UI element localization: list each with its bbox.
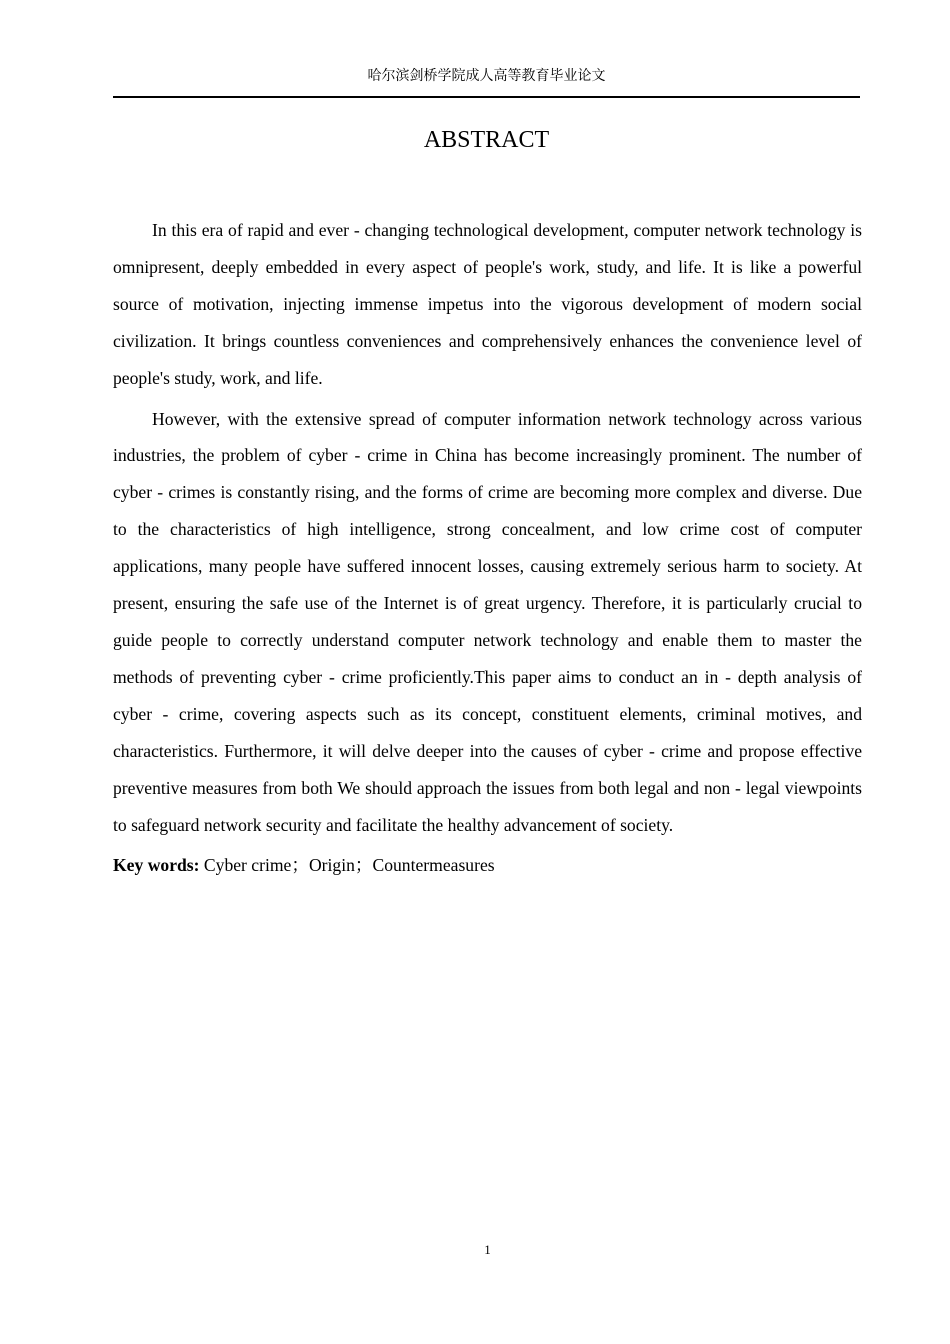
abstract-paragraph-1: In this era of rapid and ever - changing technological development, computer network technology is omnipresent, deeply embedded in every aspect of people's work, study, and life. It is like a powerful source of motivation, injecting immense impetus into the vigorous development of modern social civilization. It brings countless conveniences and comprehensively enhances the convenience level of people's study, work, and life. <box>113 220 862 388</box>
page-header: 哈尔滨剑桥学院成人高等教育毕业论文 <box>367 68 606 84</box>
page-number: 1 <box>484 1242 491 1257</box>
keywords-line <box>113 847 862 884</box>
abstract-title: ABSTRACT <box>423 127 550 153</box>
keywords-label: Key words: <box>113 855 200 876</box>
keywords-value: Cyber crime；Origin；Countermeasures <box>203 855 495 876</box>
abstract-paragraph-2: However, with the extensive spread of computer information network technology across various industries, the problem of cyber - crime in China has become increasingly prominent. The number of cyber - crimes is constantly rising, and the forms of crime are becoming more complex and diverse. Due to the characteristics of high intelligence, strong concealment, and low crime cost of computer applications, many people have suffered innocent losses, causing extremely serious harm to society. At present, ensuring the safe use of the Internet is of great urgency. Therefore, it is particularly crucial to guide people to correctly understand computer network technology and enable them to master the methods of preventing cyber - crime proficiently.This paper aims to conduct an in - depth analysis of cyber - crime, covering aspects such as its concept, constituent elements, criminal motives, and characteristics. Furthermore, it will delve deeper into the causes of cyber - crime and propose effective preventive measures from both We should approach the issues from both legal and non - legal viewpoints to safeguard network security and facilitate the healthy advancement of society. <box>113 408 862 835</box>
header-divider <box>113 96 860 98</box>
abstract-body <box>113 212 862 884</box>
